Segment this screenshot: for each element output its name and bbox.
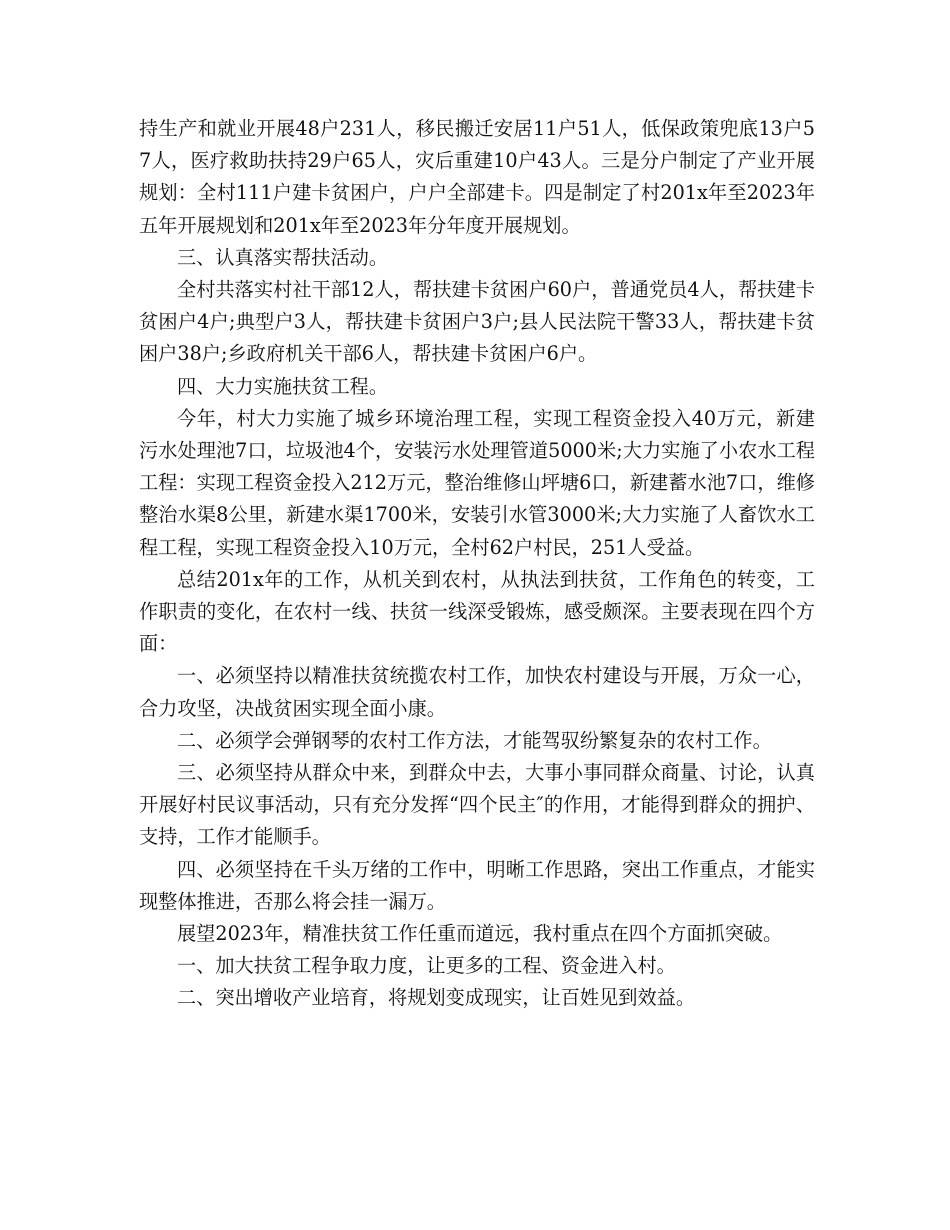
list-item-plan-2: 二、突出增收产业培育，将规划变成现实，让百姓见到效益。 bbox=[177, 986, 696, 1010]
list-item-plan-1: 一、加大扶贫工程争取力度，让更多的工程、资金进入村。 bbox=[177, 954, 676, 978]
paragraph-work-summary: 总结201x年的工作，从机关到农村，从执法到扶贫，工作角色的转变，工作职责的变化，在农村一线、扶贫一线深受锻炼，感受颇深。主要表现在四个方面： bbox=[139, 567, 815, 656]
list-item-lesson-4: 四、必须坚持在千头万绪的工作中，明晰工作思路，突出工作重点，才能实现整体推进，否那么将会挂一漏万。 bbox=[139, 857, 815, 913]
paragraph-outlook: 展望2023年，精准扶贫工作任重而道远，我村重点在四个方面抓突破。 bbox=[177, 922, 783, 946]
paragraph-assistance-details: 全村共落实村社干部12人，帮扶建卡贫困户60户，普通党员4人，帮扶建卡贫困户4户;典型户3人，帮扶建卡贫困户3户;县人民法院干警33人，帮扶建卡贫困户38户;乡政府机关干部6人，帮扶建卡贫困户6户。 bbox=[139, 278, 815, 366]
paragraph-project-details: 今年，村大力实施了城乡环境治理工程，实现工程资金投入40万元，新建污水处理池7口，垃圾池4个，安装污水处理管道5000米;大力实施了小农水工程工程：实现工程资金投入212万元，整治维修山坪塘6口，新建蓄水池7口，维修整治水渠8公里，新建水渠1700米，安装引水管3000米;大力实施了人畜饮水工程工程，实现工程资金投入10万元，全村62户村民，251人受益。 bbox=[139, 406, 815, 559]
heading-poverty-projects: 四、大力实施扶贫工程。 bbox=[177, 374, 389, 398]
document-body bbox=[139, 113, 815, 1015]
list-item-lesson-1: 一、必须坚持以精准扶贫统揽农村工作，加快农村建设与开展，万众一心，合力攻坚，决战贫困实现全面小康。 bbox=[139, 664, 815, 720]
heading-implement-assistance: 三、认真落实帮扶活动。 bbox=[177, 245, 389, 269]
paragraph-continued-planning: 持生产和就业开展48户231人，移民搬迁安居11户51人，低保政策兜底13户57人，医疗救助扶持29户65人，灾后重建10户43人。三是分户制定了产业开展规划：全村111户建卡贫困户，户户全部建卡。四是制定了村201x年至2023年五年开展规划和201x年至2023年分年度开展规划。 bbox=[139, 117, 815, 237]
list-item-lesson-2: 二、必须学会弹钢琴的农村工作方法，才能驾驭纷繁复杂的农村工作。 bbox=[177, 728, 772, 752]
list-item-lesson-3: 三、必须坚持从群众中来，到群众中去，大事小事同群众商量、讨论，认真开展好村民议事活动，只有充分发挥“四个民主″的作用，才能得到群众的拥护、支持，工作才能顺手。 bbox=[139, 761, 815, 849]
